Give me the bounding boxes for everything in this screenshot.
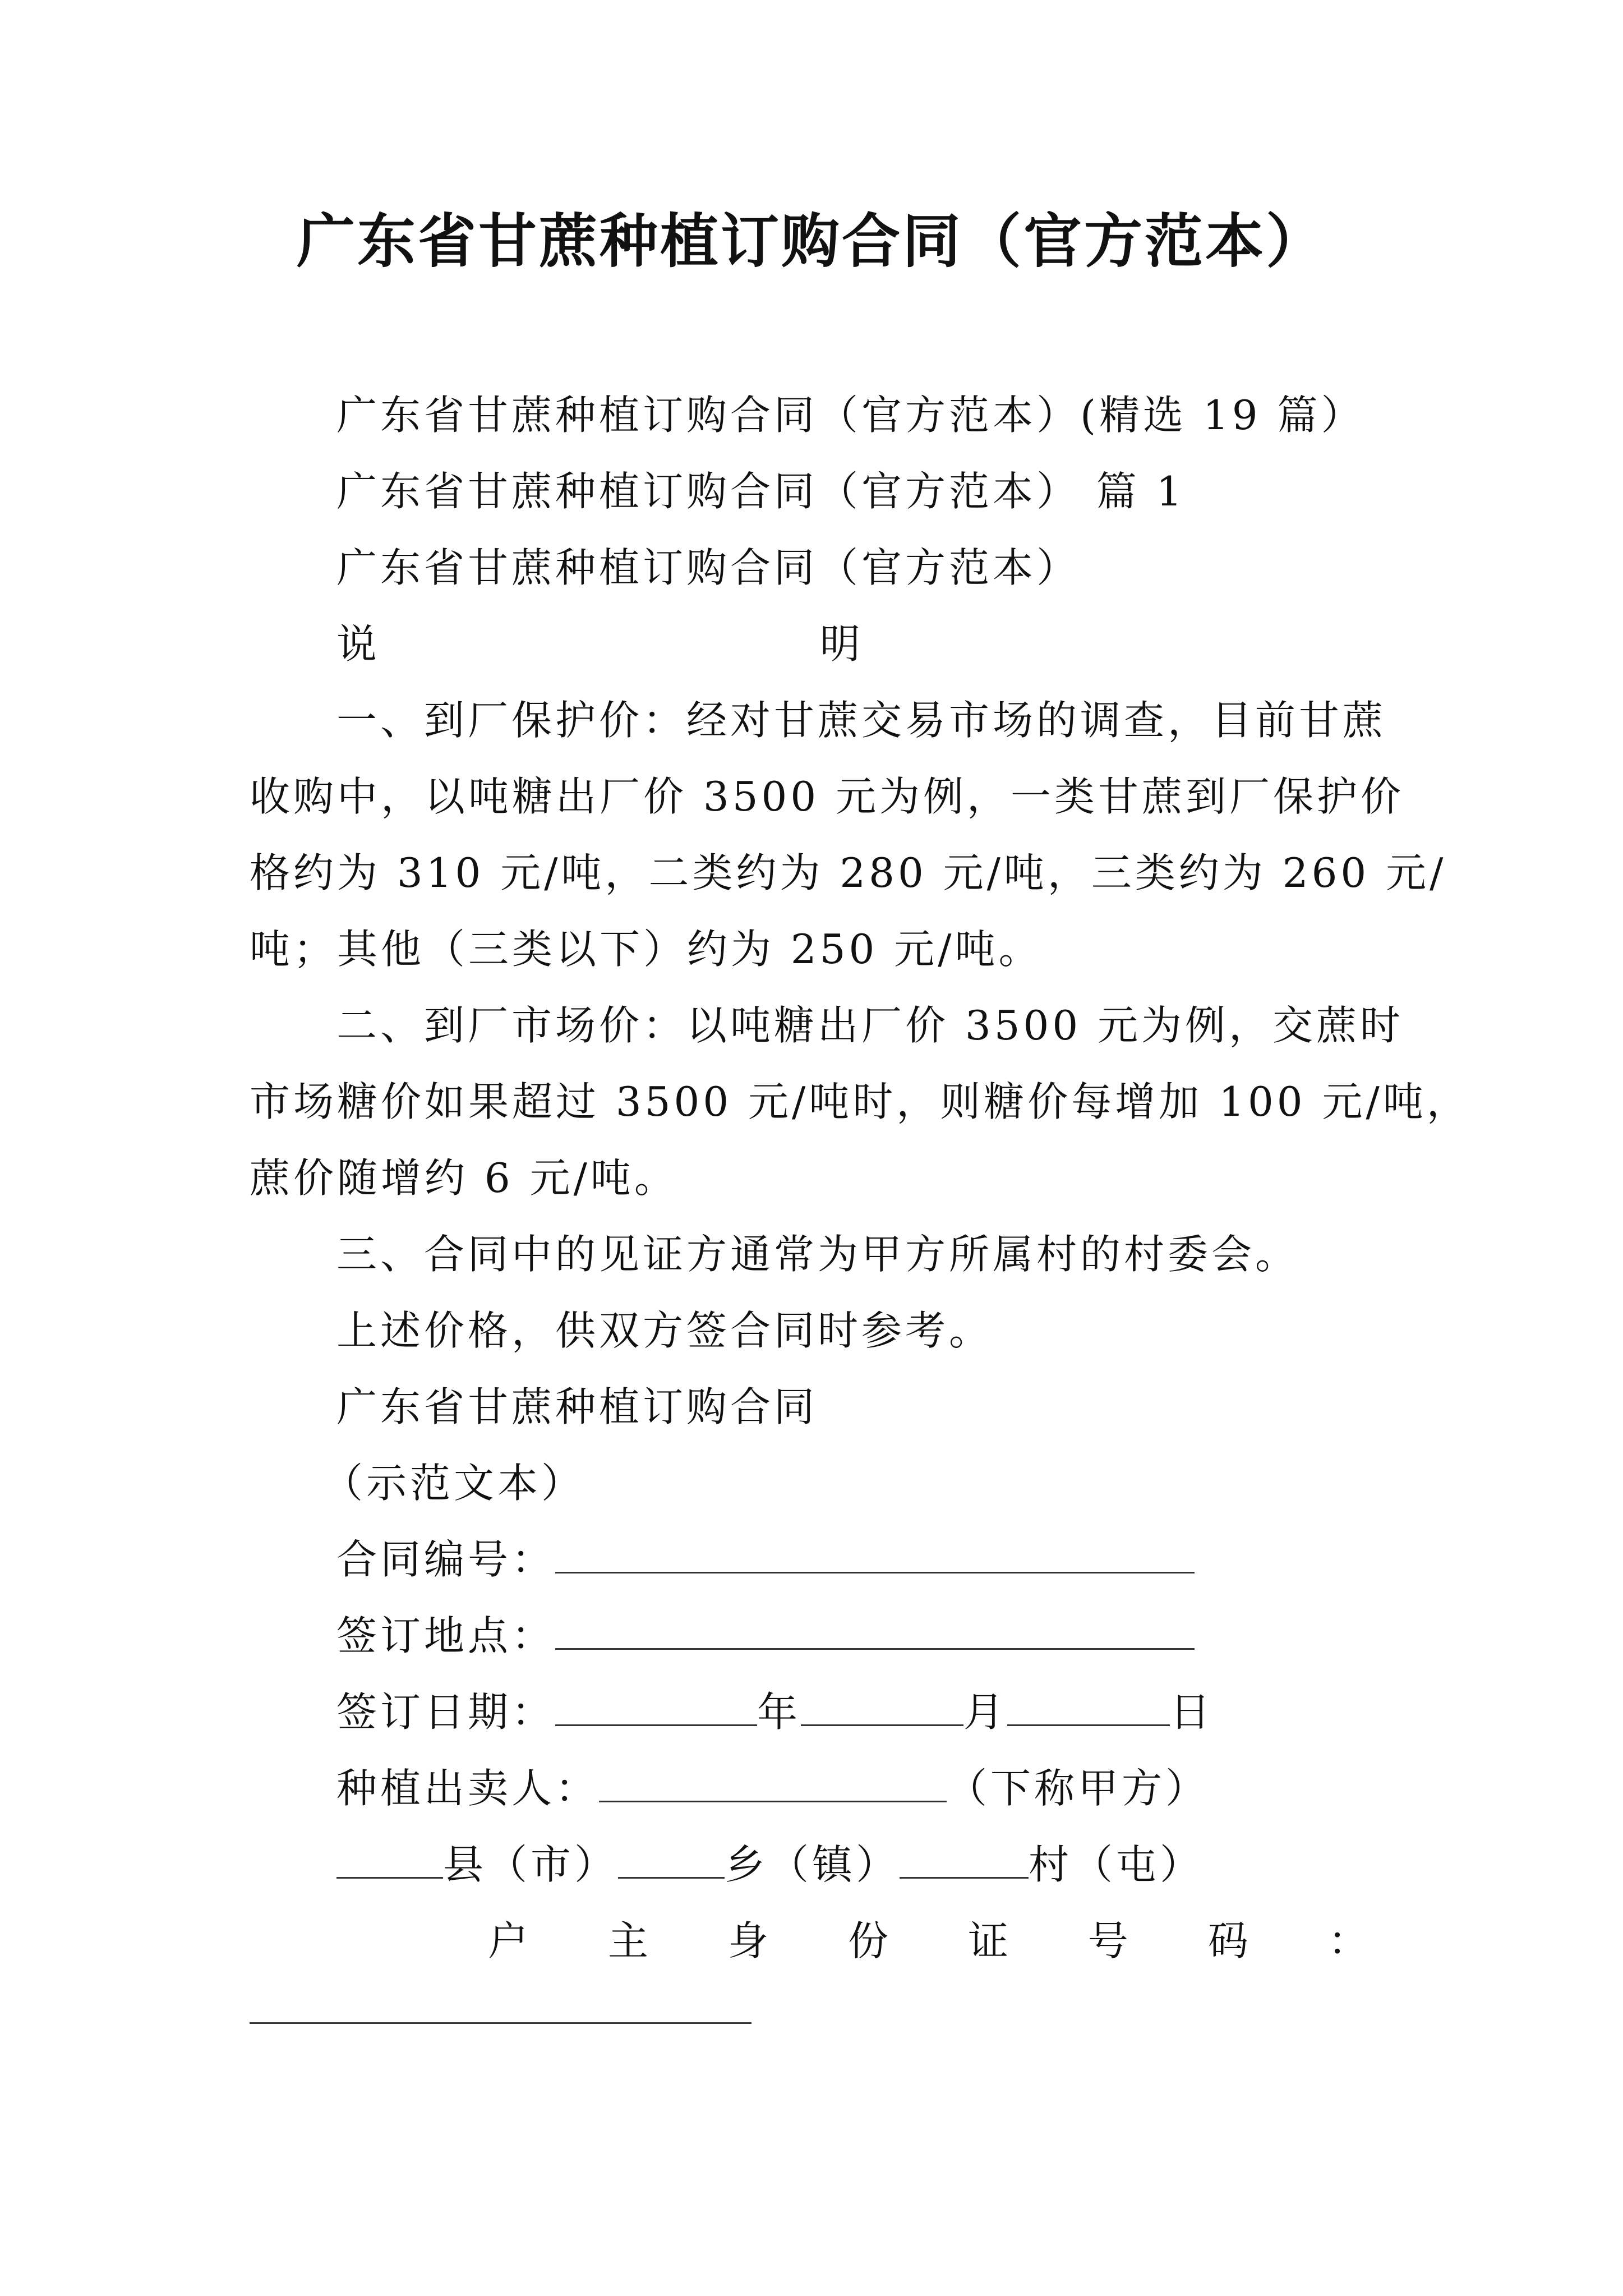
month-blank[interactable] — [801, 1688, 963, 1726]
address-row — [336, 1837, 1204, 1893]
heading-line-3: 广东省甘蔗种植订购合同（官方范本） — [336, 544, 1081, 591]
shuoming-char-1: 说 — [336, 620, 381, 668]
document-title: 广东省甘蔗种植订购合同（官方范本） — [296, 206, 1326, 275]
seller-suffix: （下称甲方） — [947, 1765, 1210, 1812]
township-blank[interactable] — [618, 1841, 725, 1879]
para2-line-3: 蔗价随增约 6 元/吨。 — [250, 1154, 678, 1202]
para3: 三、合同中的见证方通常为甲方所属村的村委会。 — [336, 1231, 1299, 1278]
place-blank[interactable] — [555, 1612, 1195, 1650]
contract-no-blank[interactable] — [555, 1536, 1195, 1573]
id-char-5: 证 — [967, 1917, 1008, 1964]
day-blank[interactable] — [1007, 1688, 1170, 1726]
county-label: 县（市） — [443, 1841, 619, 1888]
id-number-blank[interactable] — [250, 2022, 751, 2024]
para2-line-2: 市场糖价如果超过 3500 元/吨时，则糖价每增加 100 元/吨， — [250, 1078, 1470, 1125]
contract-no-row — [336, 1531, 1195, 1588]
county-blank[interactable] — [336, 1841, 443, 1879]
contract-no-label: 合同编号： — [336, 1536, 556, 1583]
para1-line-4: 吨；其他（三类以下）约为 250 元/吨。 — [250, 926, 1043, 973]
id-char-1: 户 — [488, 1917, 529, 1964]
para1-line-3: 格约为 310 元/吨，二类约为 280 元/吨，三类约为 260 元/ — [250, 849, 1447, 896]
seller-blank[interactable] — [599, 1765, 947, 1802]
shuoming-char-2: 明 — [820, 620, 864, 668]
id-char-7: 码 — [1207, 1917, 1248, 1964]
heading-line-1: 广东省甘蔗种植订购合同（官方范本）(精选 19 篇） — [336, 392, 1365, 439]
seller-label: 种植出卖人： — [336, 1765, 600, 1812]
id-char-6: 号 — [1087, 1917, 1128, 1964]
contract-subtitle: （示范文本） — [322, 1460, 585, 1507]
village-label: 村（屯） — [1029, 1841, 1204, 1888]
id-number-label — [488, 1913, 1368, 1969]
date-row — [336, 1684, 1214, 1740]
para1-line-2: 收购中，以吨糖出厂价 3500 元为例，一类甘蔗到厂保护价 — [250, 773, 1405, 820]
id-char-3: 身 — [727, 1917, 768, 1964]
heading-line-2: 广东省甘蔗种植订购合同（官方范本） 篇 1 — [336, 468, 1186, 515]
township-label: 乡（镇） — [725, 1841, 900, 1888]
year-label: 年 — [757, 1688, 801, 1736]
contract-title: 广东省甘蔗种植订购合同 — [336, 1383, 818, 1430]
date-label: 签订日期： — [336, 1688, 556, 1736]
place-label: 签订地点： — [336, 1612, 556, 1659]
para1-line-1: 一、到厂保护价：经对甘蔗交易市场的调查，目前甘蔗 — [336, 697, 1387, 744]
id-char-2: 主 — [607, 1917, 648, 1964]
village-blank[interactable] — [900, 1841, 1029, 1879]
id-char-8: ： — [1327, 1917, 1368, 1964]
para2-line-1: 二、到厂市场价：以吨糖出厂价 3500 元为例，交蔗时 — [336, 1002, 1404, 1049]
seller-row — [336, 1760, 1209, 1816]
id-char-4: 份 — [847, 1917, 888, 1964]
para4: 上述价格，供双方签合同时参考。 — [336, 1307, 993, 1354]
place-row — [336, 1608, 1195, 1664]
year-blank[interactable] — [555, 1688, 757, 1726]
month-label: 月 — [963, 1688, 1008, 1736]
day-label: 日 — [1170, 1688, 1214, 1736]
